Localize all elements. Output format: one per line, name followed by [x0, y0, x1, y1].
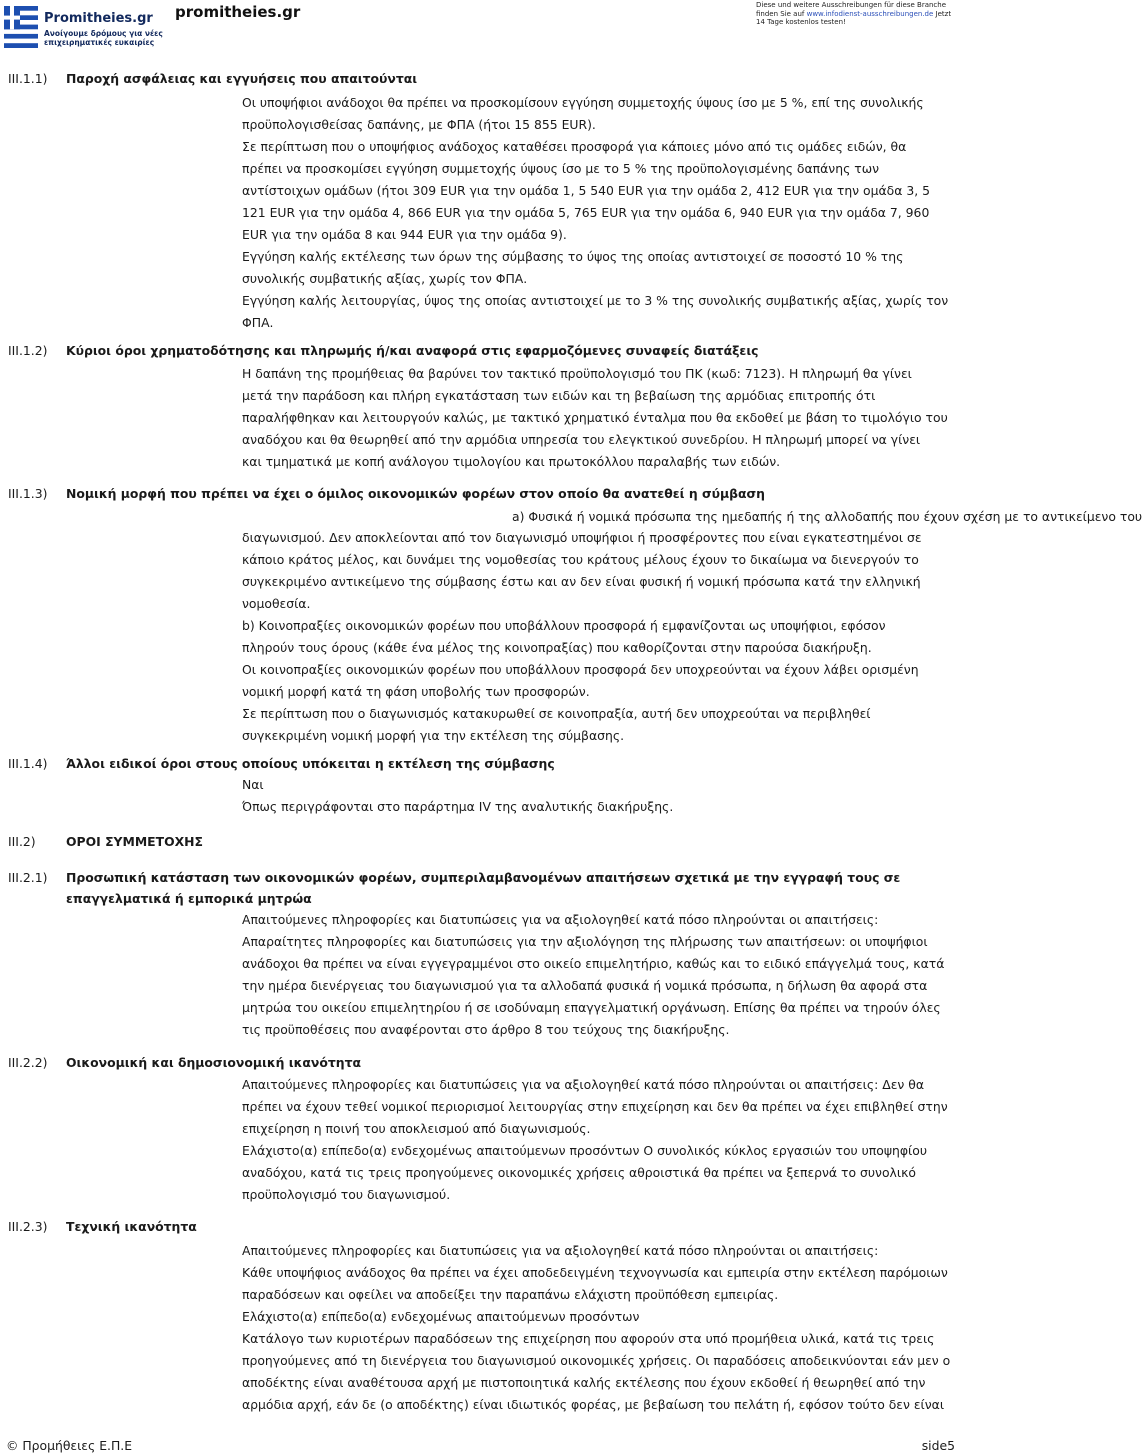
footer-page-number: side5 [921, 1438, 955, 1453]
body-line: και τμηματικά με κοπή ανάλογου τιμολογίου και πρωτοκόλλου παραλαβής των ειδών. [242, 454, 781, 469]
body-line: Απαιτούμενες πληροφορίες και διατυπώσεις για να αξιολογηθεί κατά πόσο πληρούνται οι απαιτήσεις: [242, 1243, 879, 1258]
body-line: ΦΠΑ. [242, 315, 274, 330]
body-line: τις προϋποθέσεις που αναφέρονται στο άρθρο 8 του τεύχους της διακήρυξης. [242, 1022, 730, 1037]
body-line: νομική μορφή κατά τη φάση υποβολής των προσφορών. [242, 684, 590, 699]
body-line: παραλήφθηκαν και λειτουργούν καλώς, με τακτικό χρηματικό ένταλμα που θα εκδοθεί με βάση το τιμολόγιο του [242, 410, 948, 425]
body-line: κάποιο κράτος μέλος, και δυνάμει της νομοθεσίας του κράτους μέλους έχουν το δικαίωμα να διενεργούν το [242, 552, 919, 567]
body-line: Απαιτούμενες πληροφορίες και διατυπώσεις για να αξιολογηθεί κατά πόσο πληρούνται οι απαιτήσεις: Δεν θα [242, 1077, 925, 1092]
ad-cta: Jetzt 14 Tage kostenlos testen! [756, 9, 952, 26]
ad-banner[interactable] [756, 1, 960, 27]
body-line: συνολικής συμβατικής αξίας, χωρίς τον ΦΠΑ. [242, 271, 528, 286]
section-number: III.1.1) [8, 71, 48, 86]
body-line: 121 EUR για την ομάδα 4, 866 EUR για την ομάδα 5, 765 EUR για την ομάδα 6, 940 EUR για την ομάδα 7, 960 [242, 205, 930, 220]
body-line: προϋπολογισθείσας δαπάνης, με ΦΠΑ (ήτοι 15 855 EUR). [242, 117, 596, 132]
section-heading-continued: επαγγελματικά ή εμπορικά μητρώα [66, 891, 312, 906]
body-line: πρέπει να προσκομίσει εγγύηση συμμετοχής ύψους ίσο με το 5 % της προϋπολογισμένης δαπάνης των [242, 161, 880, 176]
logo-title: Promitheies.gr [44, 11, 153, 26]
body-line: αρμόδια αρχή, εάν δε (ο αποδέκτης) είναι ιδιωτικός φορέας, με βεβαίωση του πελάτη ή, εφόσον τούτο δεν είναι [242, 1397, 945, 1412]
body-line: συγκεκριμένο αντικείμενο της σύμβασης έστω και αν δεν είναι φυσική ή νομική πρόσωπα κατά την ελληνική [242, 574, 921, 589]
section-number: III.1.2) [8, 343, 48, 358]
section-number: III.2.1) [8, 870, 48, 885]
body-line: την ημέρα διενέργειας του διαγωνισμού για τα αλλοδαπά φυσικά ή νομικά πρόσωπα, η δήλωση θα αφορά στα [242, 978, 928, 993]
ad-link[interactable]: www.infodienst-ausschreibungen.de [806, 9, 934, 18]
section-number: III.2.3) [8, 1219, 48, 1234]
body-line: αντίστοιχων ομάδων (ήτοι 309 EUR για την ομάδα 1, 5 540 EUR για την ομάδα 2, 412 EUR για την ομάδα 3, 5 [242, 183, 930, 198]
body-line: συγκεκριμένη νομική μορφή για την εκτέλεση της σύμβασης. [242, 728, 625, 743]
section-heading: Προσωπική κατάσταση των οικονομικών φορέων, συμπεριλαμβανομένων απαιτήσεων σχετικά με την εγγραφή τους σε [66, 870, 901, 885]
body-line: πρέπει να έχουν τεθεί νομικοί περιορισμοί λειτουργίας στην επιχείρηση και δεν θα πρέπει να έχει επιβληθεί στην [242, 1099, 948, 1114]
section-heading: Τεχνική ικανότητα [66, 1219, 197, 1234]
body-line: αποδέκτης είναι αναθέτουσα αρχή με πιστοποιητικά καλής εκτέλεσης που έχουν εκδοθεί ή θεωρηθεί από την [242, 1375, 926, 1390]
body-line: a) Φυσικά ή νομικά πρόσωπα της ημεδαπής ή της αλλοδαπής που έχουν σχέση με το αντικείμενο του [512, 509, 1142, 524]
body-line: ανάδοχοι θα πρέπει να είναι εγγεγραμμένοι στο οικείο επιμελητήριο, καθώς και το ειδικό επάγγελμά τους, κατά [242, 956, 945, 971]
body-line: Σε περίπτωση που ο υποψήφιος ανάδοχος καταθέσει προσφορά για κάποιες μόνο από τις ομάδες ειδών, θα [242, 139, 907, 154]
section-heading: ΟΡΟΙ ΣΥΜΜΕΤΟΧΗΣ [66, 834, 204, 849]
section-number: III.2.2) [8, 1055, 48, 1070]
section-heading: Άλλοι ειδικοί όροι στους οποίους υπόκειται η εκτέλεση της σύμβασης [66, 756, 555, 771]
body-line: μετά την παράδοση και πλήρη εγκατάσταση των ειδών και τη βεβαίωση της αρμόδιας επιτροπής ότι [242, 388, 876, 403]
greek-flag-icon [4, 6, 38, 48]
ad-text: Diese und weitere Ausschreibungen für diese Branche finden Sie auf [756, 1, 947, 18]
body-line: νομοθεσία. [242, 596, 311, 611]
body-line: Εγγύηση καλής εκτέλεσης των όρων της σύμβασης το ύψος της οποίας αντιστοιχεί σε ποσοστό 10 % της [242, 249, 904, 264]
body-line: επιχείρηση η ποινή του αποκλεισμού από διαγωνισμούς. [242, 1121, 591, 1136]
body-line: Η δαπάνη της προμήθειας θα βαρύνει τον τακτικό προϋπολογισμό του ΠΚ (κωδ: 7123). Η πληρωμή θα γίνει [242, 366, 912, 381]
body-line: Κατάλογο των κυριοτέρων παραδόσεων της επιχείρηση που αφορούν στα υπό προμήθεια υλικά, κατά τις τρεις [242, 1331, 935, 1346]
section-number: III.1.4) [8, 756, 48, 771]
site-name-link[interactable]: promitheies.gr [175, 3, 301, 21]
body-line: Όπως περιγράφονται στο παράρτημα IV της αναλυτικής διακήρυξης. [242, 799, 674, 814]
logo-subtitle: Ανοίγουμε δρόμους για νέες επιχειρηματικές ευκαιρίες [44, 29, 163, 47]
body-line: Ελάχιστο(α) επίπεδο(α) ενδεχομένως απαιτούμενων προσόντων Ο συνολικός κύκλος εργασιών του υποψηφίου [242, 1143, 927, 1158]
body-line: αναδόχου και θα θεωρηθεί από την αρμόδια υπηρεσία του ελεγκτικού συνεδρίου. Η πληρωμή μπορεί να γίνει [242, 432, 921, 447]
body-line: διαγωνισμού. Δεν αποκλείονται από τον διαγωνισμό υποψήφιοι ή προσφέροντες που είναι εγκατεστημένοι σε [242, 530, 922, 545]
section-number: III.2) [8, 834, 36, 849]
body-line: Απαραίτητες πληροφορίες και διατυπώσεις για την αξιολόγηση της πλήρωσης των απαιτήσεων: οι υποψήφιοι [242, 934, 928, 949]
section-heading: Κύριοι όροι χρηματοδότησης και πληρωμής ή/και αναφορά στις εφαρμοζόμενες συναφείς διατάξεις [66, 343, 759, 358]
body-line: Σε περίπτωση που ο διαγωνισμός κατακυρωθεί σε κοινοπραξία, αυτή δεν υποχρεούται να περιβληθεί [242, 706, 871, 721]
section-number: III.1.3) [8, 486, 48, 501]
body-line: Απαιτούμενες πληροφορίες και διατυπώσεις για να αξιολογηθεί κατά πόσο πληρούνται οι απαιτήσεις: [242, 912, 879, 927]
body-line: μητρώα του οικείου επιμελητηρίου ή σε ισοδύναμη επαγγελματική οργάνωση. Επίσης θα πρέπει να τηρούν όλες [242, 1000, 941, 1015]
footer-copyright: © Προμήθειες Ε.Π.Ε [6, 1438, 133, 1453]
section-heading: Παροχή ασφάλειας και εγγυήσεις που απαιτούνται [66, 71, 418, 86]
body-line: πληρούν τους όρους (κάθε ένα μέλος της κοινοπραξίας) που καθορίζονται στην παρούσα διακήρυξη. [242, 640, 872, 655]
body-line: Ναι [242, 777, 264, 792]
section-heading: Οικονομική και δημοσιονομική ικανότητα [66, 1055, 362, 1070]
body-line: Οι κοινοπραξίες οικονομικών φορέων που υποβάλλουν προσφορά δεν υποχρεούνται να έχουν λάβει ορισμένη [242, 662, 919, 677]
section-heading: Νομική μορφή που πρέπει να έχει ο όμιλος οικονομικών φορέων στον οποίο θα ανατεθεί η σύμβαση [66, 486, 765, 501]
body-line: Οι υποψήφιοι ανάδοχοι θα πρέπει να προσκομίσουν εγγύηση συμμετοχής ύψους ίσο με 5 %, επί της συνολικής [242, 95, 924, 110]
body-line: Εγγύηση καλής λειτουργίας, ύψος της οποίας αντιστοιχεί με το 3 % της συνολικής συμβατικής αξίας, χωρίς τον [242, 293, 949, 308]
body-line: παραδόσεων και οφείλει να αποδείξει την παραπάνω ελάχιστη προϋπόθεση εμπειρίας. [242, 1287, 779, 1302]
body-line: προϋπολογισμό του διαγωνισμού. [242, 1187, 451, 1202]
body-line: αναδόχου, κατά τις τρεις προηγούμενες οικονομικές χρήσεις αθροιστικά θα πρέπει να ξεπερνά το συνολικό [242, 1165, 916, 1180]
site-logo[interactable] [4, 6, 164, 52]
body-line: προηγούμενες από τη διενέργεια του διαγωνισμού οικονομικές χρήσεις. Οι παραδόσεις αποδεικνύονται εάν μεν ο [242, 1353, 951, 1368]
body-line: b) Κοινοπραξίες οικονομικών φορέων που υποβάλλουν προσφορά ή εμφανίζονται ως υποψήφιοι, εφόσον [242, 618, 886, 633]
body-line: EUR για την ομάδα 8 και 944 EUR για την ομάδα 9). [242, 227, 567, 242]
body-line: Κάθε υποψήφιος ανάδοχος θα πρέπει να έχει αποδεδειγμένη τεχνογνωσία και εμπειρία στην εκτέλεση παρόμοιων [242, 1265, 948, 1280]
page-header [0, 0, 960, 56]
body-line: Ελάχιστο(α) επίπεδο(α) ενδεχομένως απαιτούμενων προσόντων [242, 1309, 640, 1324]
